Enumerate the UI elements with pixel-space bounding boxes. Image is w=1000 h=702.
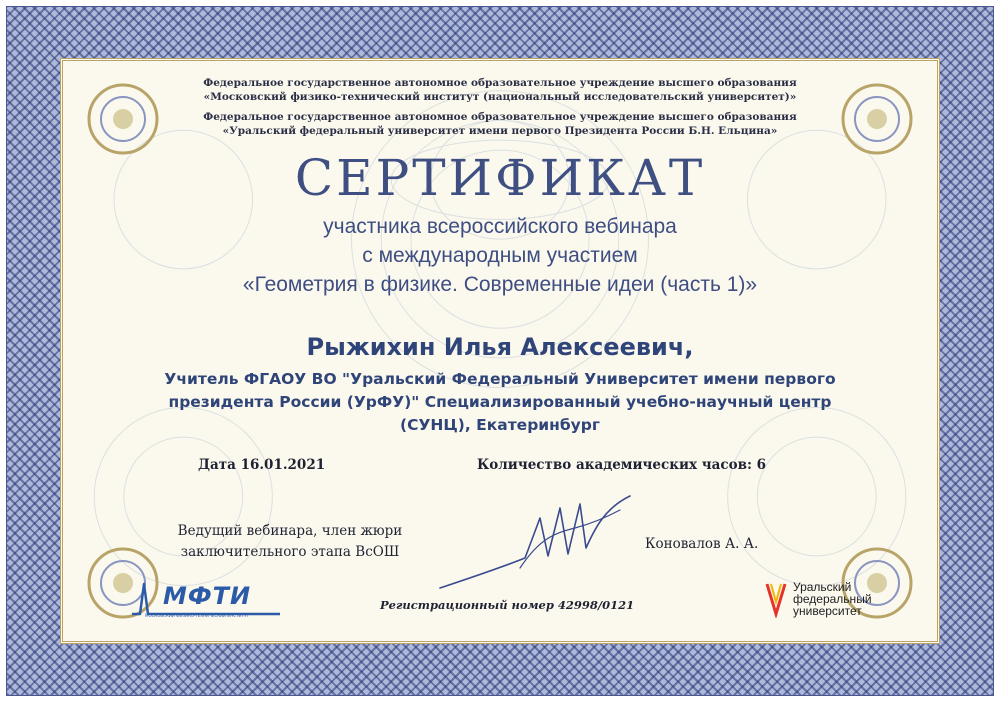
handwritten-signature [430, 488, 640, 598]
subtitle-line-1: участника всероссийского вебинара [323, 215, 677, 238]
academic-hours: Количество академических часов: 6 [477, 457, 767, 473]
webinar-title: «Геометрия в физике. Современные идеи (часть 1)» [242, 273, 758, 296]
org-mipt-type: Федеральное государственное автономное образовательное учреждение высшего образования [203, 77, 797, 89]
urfu-logo-text [793, 581, 872, 617]
certificate-date: Дата 16.01.2021 [198, 457, 326, 473]
urfu-line-2: федеральный [793, 592, 872, 606]
leader-role-line-2: заключительного этапа ВсОШ [180, 544, 400, 560]
mipt-logo-text: МФТИ [163, 582, 252, 610]
urfu-line-1: Уральский [793, 580, 852, 594]
webinar-leader-role [150, 521, 430, 563]
leader-name: Коновалов А. А. [645, 536, 759, 552]
position-line-2: президента России (УрФУ)" Специализированный учебно-научный центр [168, 393, 832, 411]
org-mipt-name: «Московский физико-технический институт (национальный исследовательский университет)» [203, 91, 797, 103]
registration-number: Регистрационный номер 42998/0121 [380, 598, 635, 612]
recipient-position [110, 368, 890, 437]
mipt-logo-caption: МОСКОВСКИЙ ФИЗИКО-ТЕХНИЧЕСКИЙ ИНСТИТУТ [145, 613, 249, 618]
position-line-1: Учитель ФГАОУ ВО "Уральский Федеральный Университет имени первого [164, 370, 836, 388]
subtitle-line-2: с международным участием [362, 244, 638, 267]
urfu-line-3: университет [793, 604, 862, 618]
leader-role-line-1: Ведущий вебинара, член жюри [177, 523, 403, 539]
org-urfu-type: Федеральное государственное автономное образовательное учреждение высшего образования [203, 111, 797, 123]
position-line-3: (СУНЦ), Екатеринбург [400, 416, 600, 434]
certificate-title: СЕРТИФИКАТ [294, 149, 706, 207]
org-urfu-name: «Уральский федеральный университет имени первого Президента России Б.Н. Ельцина» [222, 125, 778, 137]
recipient-name: Рыжихин Илья Алексеевич, [306, 333, 694, 361]
urfu-logo-icon [765, 580, 787, 618]
